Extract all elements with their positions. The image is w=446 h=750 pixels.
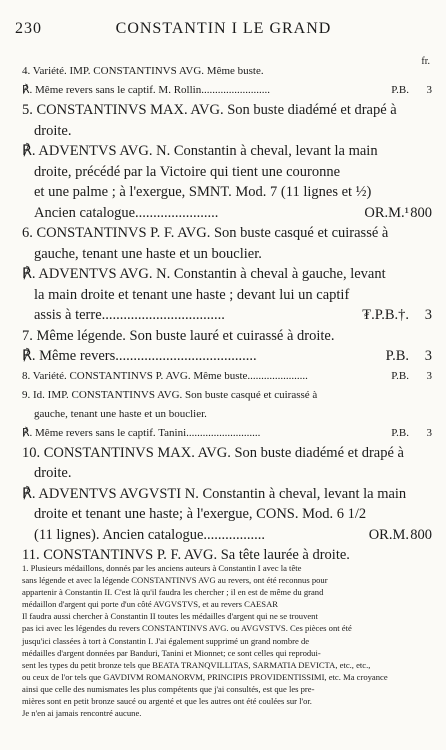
entry-line (22, 285, 432, 306)
entry-line (22, 525, 432, 546)
entry-line (22, 424, 432, 443)
entry-price: 3 (424, 348, 432, 364)
footnotes (22, 562, 432, 719)
entry-price: 800 (410, 204, 432, 221)
footnote-line: 1. Plusieurs médaillons, donnés par les anciens auteurs à Constantin I avec la tête (22, 563, 302, 573)
entry-text: ℟. Même revers sans le captif. Tanini........................... (22, 426, 261, 439)
footnote-line: sans légende et avec la légende CONSTANTINVS AVG au revers, ont été reconnus pour (22, 575, 328, 586)
entry-metal: P.B. (391, 369, 409, 382)
entry-text: et une palme ; à l'exergue, SMNT. Mod. 7 (11 lignes et ½) (34, 184, 372, 200)
entry-price: 800 (410, 526, 432, 543)
entry-price: 3 (426, 369, 432, 382)
entry-metal: P.B. (391, 84, 409, 96)
footnote-line: Je n'en ai jamais rencontré aucune. (22, 708, 142, 719)
catalogue-entries (22, 62, 432, 566)
entry-line (22, 244, 432, 265)
entry-line (22, 346, 432, 367)
entry-line (22, 367, 432, 386)
entry-text: ℟. Même revers....................................... (22, 348, 257, 364)
entry-line (22, 463, 432, 484)
page-number: 230 (15, 20, 42, 37)
entry-line (22, 62, 432, 81)
entry-text: ℟. ADVENTVS AVG. N. Constantin à cheval, levant la main (22, 143, 378, 159)
entry-line (22, 81, 432, 100)
entry-metal: P.B. (385, 348, 409, 364)
footnote-line: ou ceux de l'or tels que GAVDIVM ROMANORVM, PRINCIPIS PROVIDENTISSIMI, etc. Ma croyance (22, 671, 388, 682)
entry-line (22, 203, 432, 224)
entry-metal: P.B. (391, 426, 409, 439)
entry-text: assis à terre.................................. (34, 307, 225, 323)
footnote-line: médailles d'argent données par Banduri, Tanini et Mionnet; ce sont celles qui reprodui- (22, 647, 321, 658)
entry-line (22, 121, 432, 142)
entry-line (22, 223, 432, 244)
entry-text: Ancien catalogue....................... (34, 204, 219, 221)
entry-line (22, 100, 432, 121)
footnote-line: médaillon d'argent qui porte d'un côté AVGVSTVS, et au revers CAESAR (22, 599, 279, 610)
entry-text: 4. Variété. IMP. CONSTANTINVS AVG. Même buste. (22, 65, 264, 77)
entry-metal: OR.M.¹ (364, 204, 409, 221)
entry-line (22, 264, 432, 285)
entry-line (22, 326, 432, 347)
running-header (15, 20, 432, 42)
entry-text: 8. Variété. CONSTANTINVS P. AVG. Même buste...................... (22, 369, 308, 382)
entry-line (22, 305, 432, 326)
entry-text: droite et tenant une haste; à l'exergue, CONS. Mod. 6 1/2 (34, 506, 367, 522)
entry-line (22, 141, 432, 162)
entry-text: gauche, tenant une haste et un bouclier. (34, 407, 207, 420)
entry-line (22, 405, 432, 424)
entry-text: 6. CONSTANTINVS P. F. AVG. Son buste casqué et cuirassé à (22, 225, 389, 241)
entry-text: ℟. Même revers sans le captif. M. Rollin......................... (22, 84, 270, 96)
footnote-line: jusqu'ici classées à tort à Constantin I. J'ai également supprimé un grand nombre de (22, 635, 310, 646)
entry-text: la main droite et tenant une haste ; devant lui un captif (34, 286, 350, 303)
entry-text: droite, précédé par la Victoire qui tient une couronne (34, 163, 341, 180)
footnote-line: pas ici avec les légendes du revers CONSTANTINVS AVG. ou AVGVSTVS. Ces pièces ont été (22, 623, 352, 634)
entry-text: gauche, tenant une haste et un bouclier. (34, 245, 262, 262)
footnote-line: Il faudra aussi chercher à Constantin II toutes les médailles d'argent qui ne se trouvent (22, 611, 318, 622)
entry-text: (11 lignes). Ancien catalogue................. (34, 526, 266, 543)
entry-text: 5. CONSTANTINVS MAX. AVG. Son buste diadémé et drapé à (22, 102, 397, 118)
entry-metal: ₮.P.B.†. (362, 307, 409, 323)
entry-text: ℟. ADVENTVS AVGVSTI N. Constantin à cheval, levant la main (22, 485, 407, 502)
entry-line (22, 386, 432, 405)
entry-text: droite. (34, 122, 72, 139)
entry-price: 3 (424, 307, 432, 323)
footnote-line: ainsi que celle des numismates les plus compétents que j'ai consultés, est que les pre- (22, 683, 315, 694)
entry-line (22, 182, 432, 203)
entry-line (22, 484, 432, 505)
entry-text: ℟. ADVENTVS AVG. N. Constantin à cheval à gauche, levant (22, 266, 386, 282)
entry-text: 7. Même légende. Son buste lauré et cuirassé à droite. (22, 327, 335, 344)
running-title: CONSTANTIN I LE GRAND (115, 20, 332, 37)
entry-text: 10. CONSTANTINVS MAX. AVG. Son buste diadémé et drapé à (22, 444, 404, 461)
entry-metal: OR.M. (368, 526, 409, 543)
currency-column-header: fr. (421, 56, 430, 67)
entry-line (22, 443, 432, 464)
entry-text: droite. (34, 465, 72, 481)
footnote-line: sent les types du petit bronze tels que BEATA TRANQVILLITAS, SARMATIA DEVICTA, etc., etc., (22, 659, 371, 670)
footnote-line: mières sont en petit bronze saucé ou argenté et que les autres ont été coulées sur l'or. (22, 696, 312, 707)
entry-price: 3 (426, 84, 432, 96)
entry-line (22, 504, 432, 525)
entry-line (22, 162, 432, 183)
entry-text: 9. Id. IMP. CONSTANTINVS AVG. Son buste casqué et cuirassé à (22, 388, 318, 401)
footnote-line: appartenir à Constantin II. C'est là qu'il faudra les chercher ; il en est de même du grand (22, 587, 324, 598)
entry-text: 11. CONSTANTINVS P. F. AVG. Sa tête laurée à droite. (22, 547, 350, 563)
entry-price: 3 (426, 426, 432, 439)
